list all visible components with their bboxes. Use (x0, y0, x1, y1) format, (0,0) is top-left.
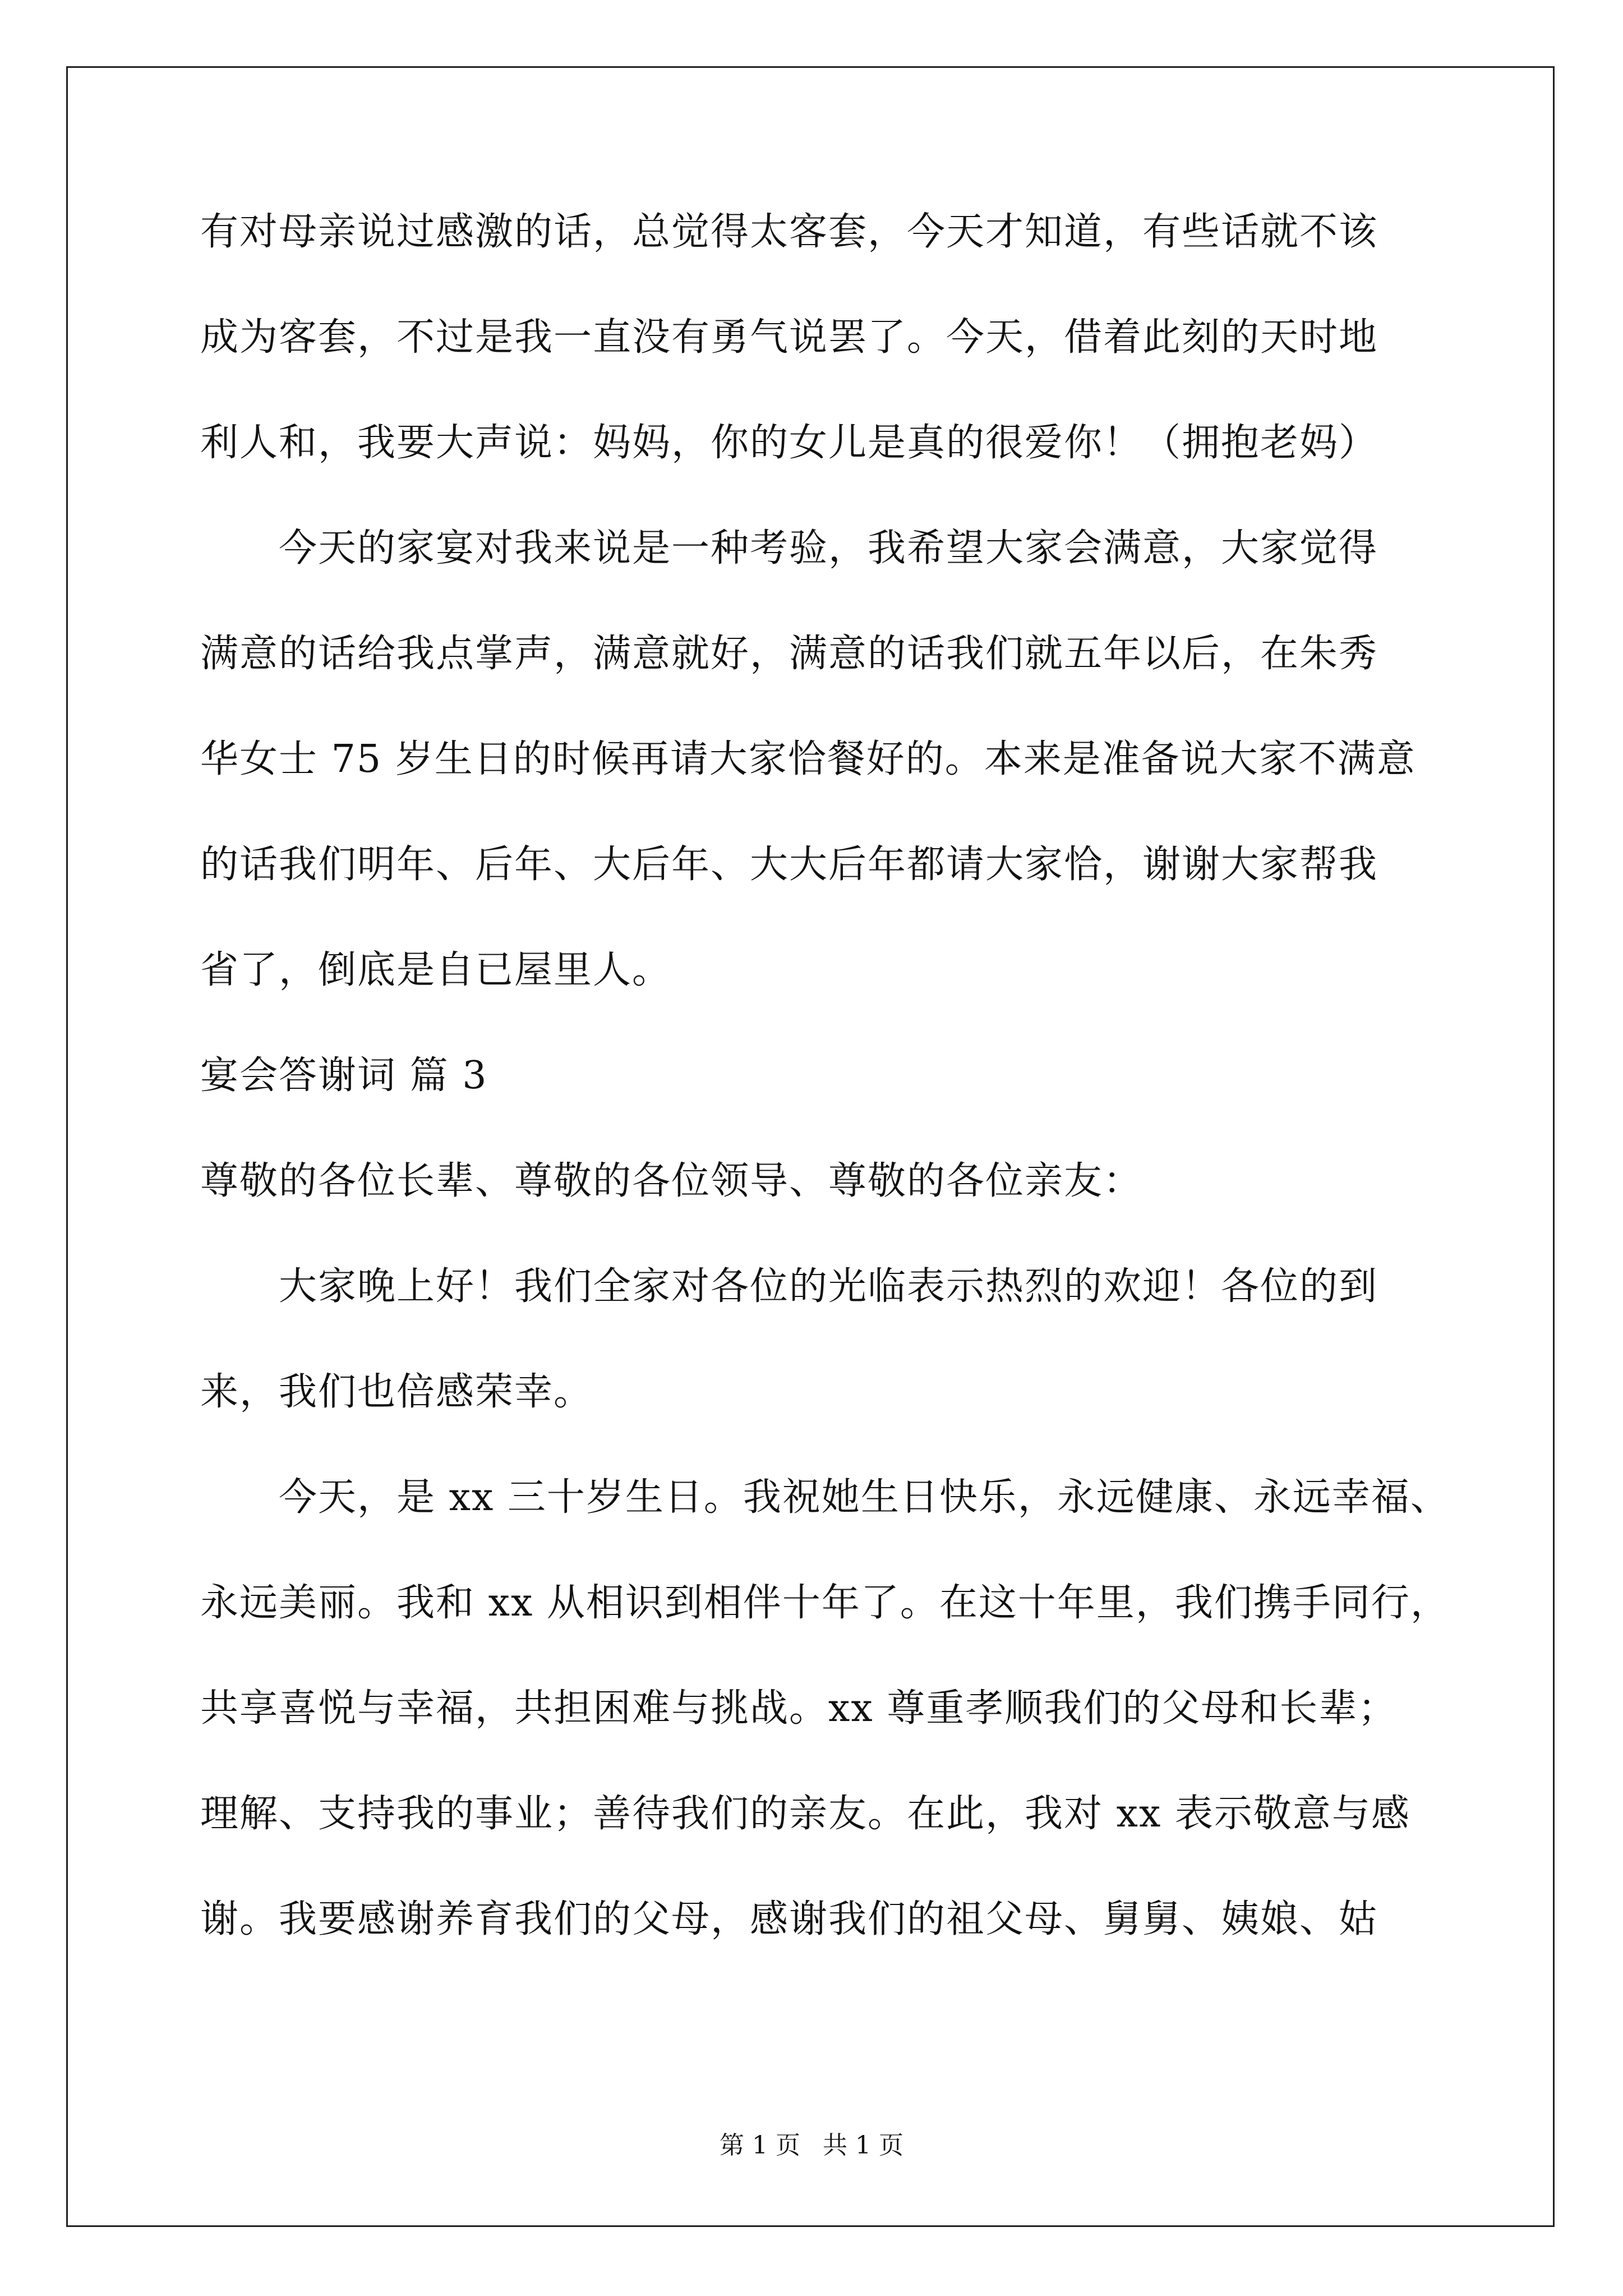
salutation: 尊敬的各位长辈、尊敬的各位领导、尊敬的各位亲友： (200, 1159, 1143, 1203)
paragraph-start: 大家晚上好！我们全家对各位的光临表示热烈的欢迎！各位的到 (279, 1264, 1378, 1309)
text-line: 利人和，我要大声说：妈妈，你的女儿是真的很爱你！（拥抱老妈） (200, 421, 1378, 465)
paragraph-start: 今天，是 xx 三十岁生日。我祝她生日快乐，永远健康、永远幸福、 (279, 1475, 1450, 1520)
text-line: 永远美丽。我和 xx 从相识到相伴十年了。在这十年里，我们携手同行， (200, 1581, 1450, 1625)
text-line: 省了，倒底是自已屋里人。 (200, 948, 672, 992)
page-footer (0, 2132, 1623, 2160)
page-number: 第 1 页 (720, 2131, 800, 2160)
text-line: 的话我们明年、后年、大后年、大大后年都请大家恰，谢谢大家帮我 (200, 843, 1378, 887)
section-heading: 宴会答谢词 篇 3 (200, 1053, 488, 1098)
text-line: 共享喜悦与幸福，共担困难与挑战。xx 尊重孝顺我们的父母和长辈； (200, 1686, 1398, 1731)
paragraph-start: 今天的家宴对我来说是一种考验，我希望大家会满意，大家觉得 (279, 526, 1378, 570)
page-total: 共 1 页 (823, 2131, 903, 2160)
text-line: 理解、支持我的事业；善待我们的亲友。在此，我对 xx 表示敬意与感 (200, 1792, 1410, 1836)
text-line: 成为客套，不过是我一直没有勇气说罢了。今天，借着此刻的天时地 (200, 315, 1378, 360)
text-line: 满意的话给我点掌声，满意就好，满意的话我们就五年以后，在朱秀 (200, 632, 1378, 676)
text-line: 谢。我要感谢养育我们的父母，感谢我们的祖父母、舅舅、姨娘、姑 (200, 1897, 1378, 1941)
document-body (200, 210, 1450, 2006)
text-line: 华女士 75 岁生日的时候再请大家恰餐好的。本来是准备说大家不满意 (200, 737, 1416, 781)
text-line: 有对母亲说过感激的话，总觉得太客套，今天才知道，有些话就不该 (200, 210, 1378, 254)
text-line: 来，我们也倍感荣幸。 (200, 1370, 593, 1414)
